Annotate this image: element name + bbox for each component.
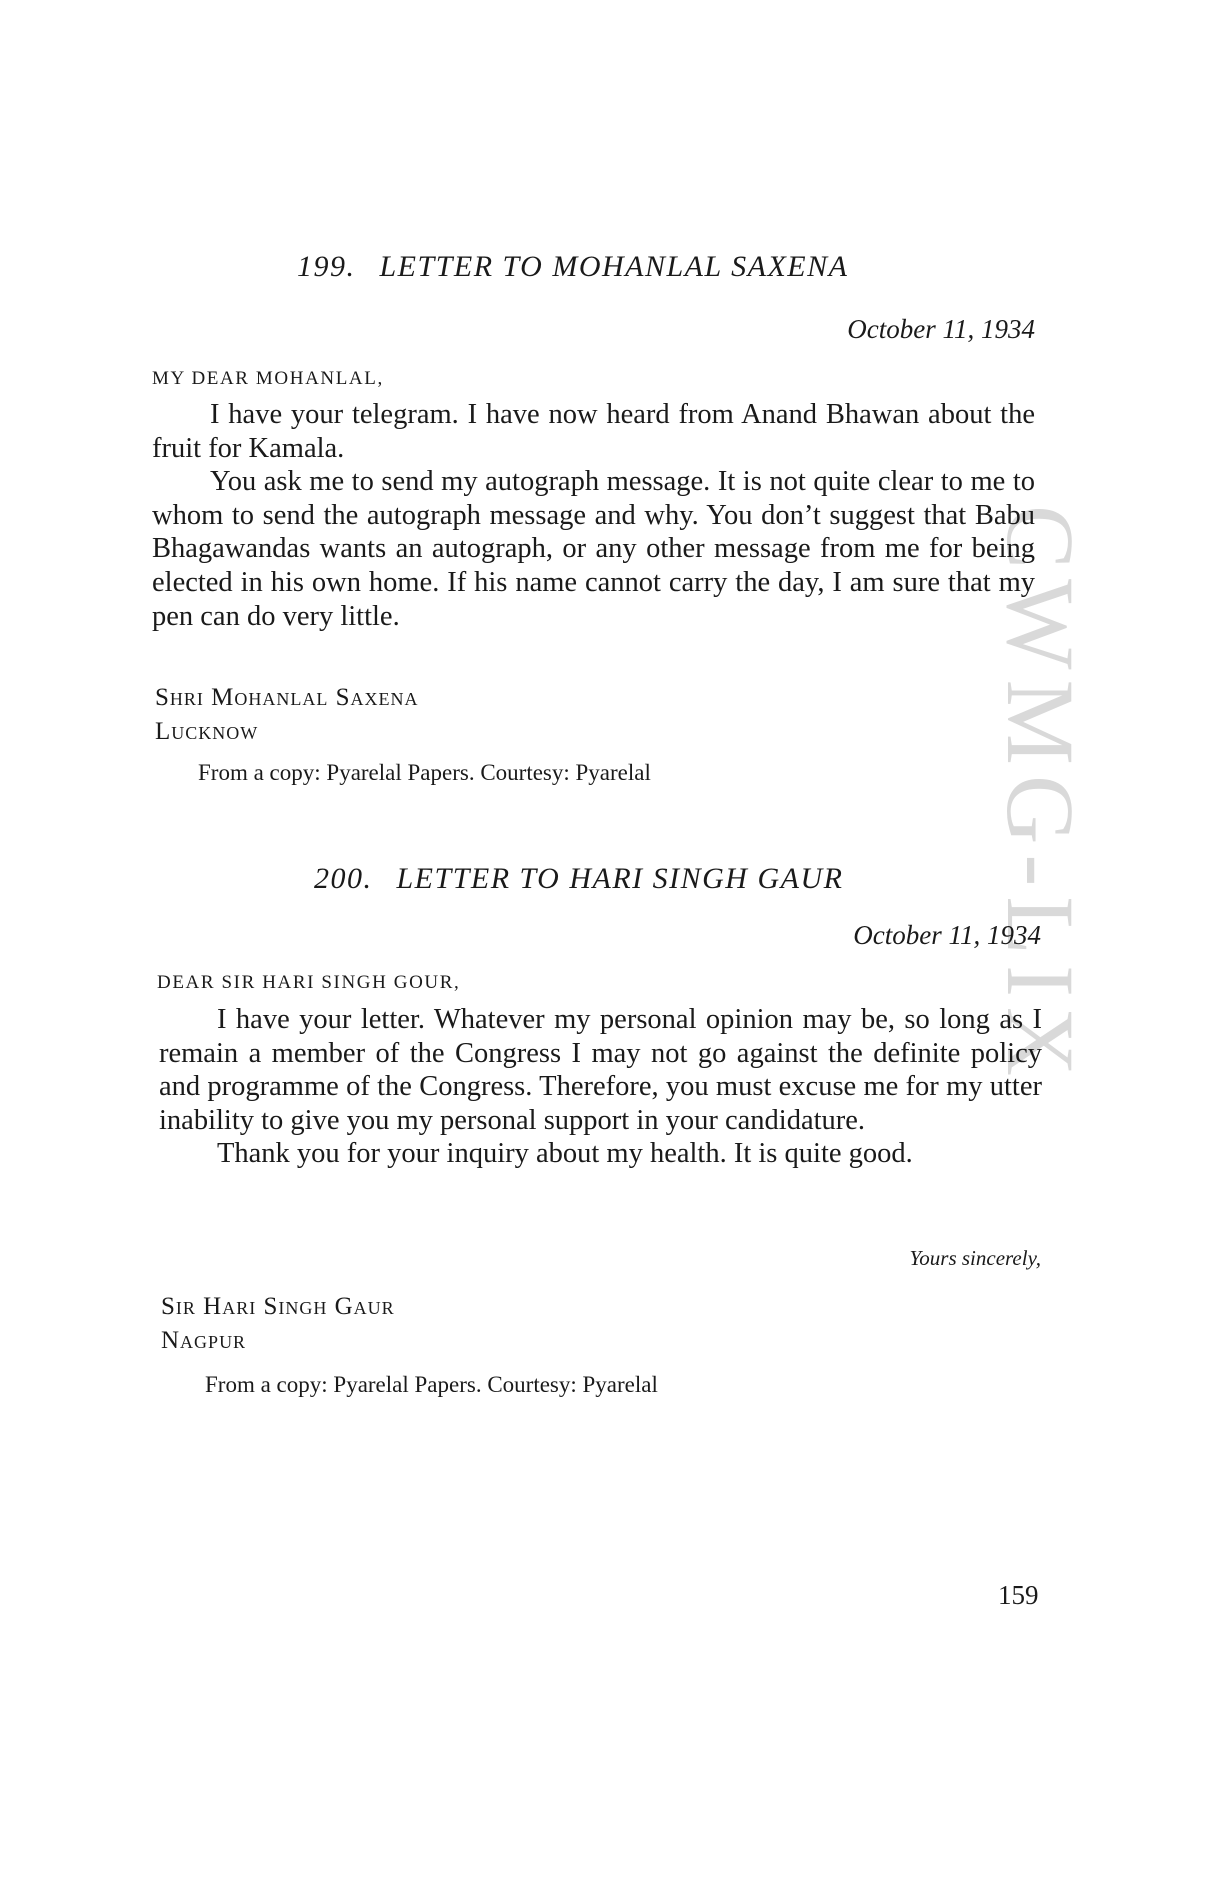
- source-note: From a copy: Pyarelal Papers. Courtesy: Pyarelal: [205, 1372, 658, 1397]
- letter-number: 199.: [297, 250, 356, 283]
- letter-title: [314, 862, 843, 896]
- addressee-block: [161, 1290, 395, 1358]
- watermark-text: CWMG-LIX: [987, 505, 1094, 1087]
- addressee-place: Lucknow: [155, 718, 259, 745]
- addressee-block: [155, 681, 419, 749]
- page-number: 159: [998, 1580, 1039, 1610]
- paragraph: You ask me to send my autograph message. It is not quite clear to me to whom to send the autograph message and why. You don’t suggest that Babu Bhagawandas wants an autograph, or any other message from me for being elected in his own home. If his name cannot carry the day, I am sure that my pen can do very little.: [152, 466, 1035, 632]
- closing: Yours sincerely,: [909, 1246, 1041, 1270]
- letter-date: October 11, 1934: [847, 314, 1035, 344]
- paragraph: I have your telegram. I have now heard from Anand Bhawan about the fruit for Kamala.: [152, 399, 1035, 464]
- letter-title-text: LETTER TO HARI SINGH GAUR: [396, 862, 844, 895]
- letter-body: [152, 398, 1035, 633]
- letter-date: October 11, 1934: [853, 920, 1041, 950]
- addressee-name: Sir Hari Singh Gaur: [161, 1293, 395, 1320]
- salutation: MY DEAR MOHANLAL,: [152, 368, 384, 389]
- letter-number: 200.: [314, 862, 373, 895]
- source-note: From a copy: Pyarelal Papers. Courtesy: Pyarelal: [198, 760, 651, 785]
- letter-title-text: LETTER TO MOHANLAL SAXENA: [379, 250, 849, 283]
- paragraph: Thank you for your inquiry about my health. It is quite good.: [217, 1138, 913, 1170]
- paragraph: I have your letter. Whatever my personal opinion may be, so long as I remain a member of the Congress I may not go against the definite policy and programme of the Congress. Therefore, you must excuse me for my utter inability to give you my personal support in your candidature.: [159, 1004, 1042, 1136]
- addressee-name: Shri Mohanlal Saxena: [155, 684, 419, 711]
- salutation: DEAR SIR HARI SINGH GOUR,: [157, 972, 461, 993]
- letter-body: [159, 1003, 1042, 1171]
- addressee-place: Nagpur: [161, 1327, 247, 1354]
- letter-title: [297, 250, 848, 284]
